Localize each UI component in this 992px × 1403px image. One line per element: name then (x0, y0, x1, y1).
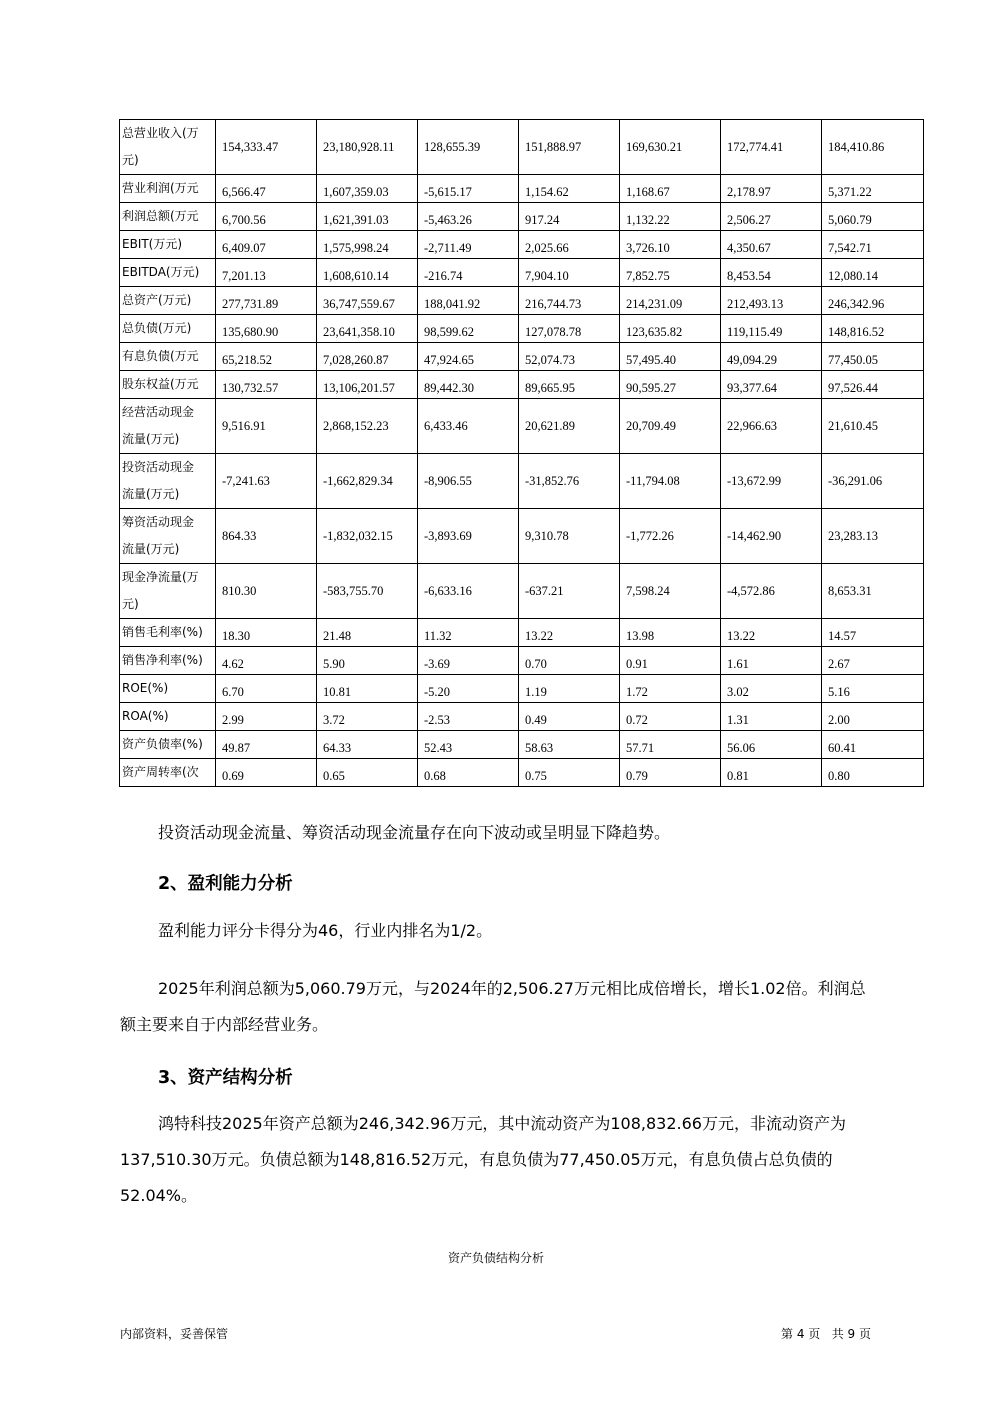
table-cell: 14.57 (822, 619, 924, 647)
table-cell: 23,180,928.11 (317, 120, 418, 175)
table-cell: 10.81 (317, 675, 418, 703)
table-cell: -5,463.26 (418, 203, 519, 231)
table-cell: 246,342.96 (822, 287, 924, 315)
table-cell: 6.70 (216, 675, 317, 703)
table-cell: 1,154.62 (519, 175, 620, 203)
table-row (120, 731, 924, 759)
table-row (120, 564, 924, 619)
table-row (120, 287, 924, 315)
row-label: 资产负债率(%) (120, 731, 216, 759)
table-cell: -14,462.90 (721, 509, 822, 564)
table-cell: 89,442.30 (418, 371, 519, 399)
table-cell: 52.43 (418, 731, 519, 759)
table-cell: 36,747,559.67 (317, 287, 418, 315)
table-cell: 0.75 (519, 759, 620, 787)
table-cell: -5.20 (418, 675, 519, 703)
table-cell: -5,615.17 (418, 175, 519, 203)
table-cell: 1,575,998.24 (317, 231, 418, 259)
table-cell: -637.21 (519, 564, 620, 619)
row-label: 资产周转率(次 (120, 759, 216, 787)
table-cell: 6,409.07 (216, 231, 317, 259)
table-cell: 58.63 (519, 731, 620, 759)
table-cell: 188,041.92 (418, 287, 519, 315)
table-cell: 21.48 (317, 619, 418, 647)
table-cell: 1.61 (721, 647, 822, 675)
row-label: 总负债(万元) (120, 315, 216, 343)
table-cell: 3.02 (721, 675, 822, 703)
table-cell: 7,028,260.87 (317, 343, 418, 371)
table-cell: 1,608,610.14 (317, 259, 418, 287)
table-cell: 2.99 (216, 703, 317, 731)
row-label: 销售净利率(%) (120, 647, 216, 675)
table-cell: 172,774.41 (721, 120, 822, 175)
table-cell: -1,662,829.34 (317, 454, 418, 509)
table-cell: 90,595.27 (620, 371, 721, 399)
table-row (120, 619, 924, 647)
table-cell: -13,672.99 (721, 454, 822, 509)
financial-data-table (119, 119, 924, 787)
row-label: 营业利润(万元 (120, 175, 216, 203)
row-label: 有息负债(万元 (120, 343, 216, 371)
row-label: EBITDA(万元) (120, 259, 216, 287)
table-cell: 0.70 (519, 647, 620, 675)
row-label: ROE(%) (120, 675, 216, 703)
row-label (120, 509, 216, 564)
table-cell: 184,410.86 (822, 120, 924, 175)
table-cell: 89,665.95 (519, 371, 620, 399)
table-cell: 98,599.62 (418, 315, 519, 343)
table-cell: 64.33 (317, 731, 418, 759)
table-cell: 2.00 (822, 703, 924, 731)
row-label: ROA(%) (120, 703, 216, 731)
table-cell: 0.65 (317, 759, 418, 787)
row-label (120, 454, 216, 509)
table-cell: 123,635.82 (620, 315, 721, 343)
table-cell: 0.69 (216, 759, 317, 787)
table-cell: 1,132.22 (620, 203, 721, 231)
table-row (120, 315, 924, 343)
table-cell: 2,506.27 (721, 203, 822, 231)
table-cell: -36,291.06 (822, 454, 924, 509)
table-cell: 6,566.47 (216, 175, 317, 203)
table-row (120, 120, 924, 175)
row-label: 销售毛利率(%) (120, 619, 216, 647)
table-cell: 810.30 (216, 564, 317, 619)
row-label-line: 筹资活动现金 (122, 515, 195, 529)
table-cell: 97,526.44 (822, 371, 924, 399)
table-cell: 864.33 (216, 509, 317, 564)
table-cell: 0.72 (620, 703, 721, 731)
table-cell: 49.87 (216, 731, 317, 759)
table-row (120, 759, 924, 787)
table-row (120, 175, 924, 203)
paragraph-profit-total: 2025年利润总额为5,060.79万元，与2024年的2,506.27万元相比成倍增长，增长1.02倍。利润总额主要来自于内部经营业务。 (120, 979, 866, 1034)
table-row (120, 703, 924, 731)
table-cell: 5,060.79 (822, 203, 924, 231)
table-row (120, 675, 924, 703)
table-cell: 7,201.13 (216, 259, 317, 287)
table-cell: 2,868,152.23 (317, 399, 418, 454)
table-cell: 0.49 (519, 703, 620, 731)
table-cell: 6,700.56 (216, 203, 317, 231)
table-cell: -4,572.86 (721, 564, 822, 619)
paragraph-cashflow-trend: 投资活动现金流量、筹资活动现金流量存在向下波动或呈明显下降趋势。 (158, 823, 671, 842)
table-cell: -583,755.70 (317, 564, 418, 619)
paragraph-profitability-score: 盈利能力评分卡得分为46，行业内排名为1/2。 (158, 921, 493, 940)
table-cell: 277,731.89 (216, 287, 317, 315)
table-cell: 0.79 (620, 759, 721, 787)
table-cell: 12,080.14 (822, 259, 924, 287)
table-cell: 212,493.13 (721, 287, 822, 315)
row-label: EBIT(万元) (120, 231, 216, 259)
table-cell: 7,852.75 (620, 259, 721, 287)
table-cell: -3,893.69 (418, 509, 519, 564)
table-cell: 57.71 (620, 731, 721, 759)
table-cell: 21,610.45 (822, 399, 924, 454)
table-row (120, 647, 924, 675)
row-label: 股东权益(万元 (120, 371, 216, 399)
footer-confidential-note: 内部资料，妥善保管 (120, 1327, 229, 1341)
table-cell: -11,794.08 (620, 454, 721, 509)
table-cell: 22,966.63 (721, 399, 822, 454)
table-cell: -31,852.76 (519, 454, 620, 509)
table-cell: 5.90 (317, 647, 418, 675)
table-cell: -1,832,032.15 (317, 509, 418, 564)
table-cell: 4.62 (216, 647, 317, 675)
table-cell: -2.53 (418, 703, 519, 731)
table-cell: 7,598.24 (620, 564, 721, 619)
table-cell: 13,106,201.57 (317, 371, 418, 399)
table-cell: -1,772.26 (620, 509, 721, 564)
paragraph-asset-structure: 鸿特科技2025年资产总额为246,342.96万元，其中流动资产为108,832.66万元，非流动资产为137,510.30万元。负债总额为148,816.52万元，有息负债为77,450.05万元，有息负债占总负债的52.04%。 (120, 1114, 846, 1205)
table-cell: 0.81 (721, 759, 822, 787)
table-cell: 6,433.46 (418, 399, 519, 454)
table-cell: -8,906.55 (418, 454, 519, 509)
table-cell: 127,078.78 (519, 315, 620, 343)
table-cell: 65,218.52 (216, 343, 317, 371)
table-cell: 23,641,358.10 (317, 315, 418, 343)
table-cell: -7,241.63 (216, 454, 317, 509)
table-cell: 9,310.78 (519, 509, 620, 564)
table-cell: 57,495.40 (620, 343, 721, 371)
table-cell: 130,732.57 (216, 371, 317, 399)
table-cell: 8,453.54 (721, 259, 822, 287)
table-cell: 5.16 (822, 675, 924, 703)
table-cell: -3.69 (418, 647, 519, 675)
row-label-line: 投资活动现金 (122, 460, 195, 474)
row-label-line: 现金净流量(万 (122, 570, 199, 584)
row-label-line: 总营业收入(万 (122, 126, 199, 140)
table-cell: 216,744.73 (519, 287, 620, 315)
table-cell: 18.30 (216, 619, 317, 647)
table-row (120, 399, 924, 454)
row-label: 利润总额(万元 (120, 203, 216, 231)
table-cell: 23,283.13 (822, 509, 924, 564)
table-cell: 2,178.97 (721, 175, 822, 203)
table-cell: 5,371.22 (822, 175, 924, 203)
row-label (120, 564, 216, 619)
table-cell: 0.68 (418, 759, 519, 787)
table-cell: 1.19 (519, 675, 620, 703)
row-label-line: 流量(万元) (122, 542, 180, 556)
table-cell: 1,621,391.03 (317, 203, 418, 231)
table-cell: 60.41 (822, 731, 924, 759)
row-label-line: 元) (122, 597, 139, 611)
section-heading-profitability: 2、盈利能力分析 (158, 874, 293, 894)
table-cell: 56.06 (721, 731, 822, 759)
table-cell: 1.31 (721, 703, 822, 731)
table-row (120, 343, 924, 371)
row-label-line: 流量(万元) (122, 432, 180, 446)
row-label: 总资产(万元) (120, 287, 216, 315)
table-cell: 20,621.89 (519, 399, 620, 454)
table-cell: 169,630.21 (620, 120, 721, 175)
table-cell: 11.32 (418, 619, 519, 647)
table-cell: 0.91 (620, 647, 721, 675)
table-cell: 9,516.91 (216, 399, 317, 454)
row-label-line: 流量(万元) (122, 487, 180, 501)
table-cell: 917.24 (519, 203, 620, 231)
table-cell: 214,231.09 (620, 287, 721, 315)
row-label-line: 元) (122, 153, 139, 167)
table-cell: 119,115.49 (721, 315, 822, 343)
footer-page-number: 第 4 页 共 9 页 (781, 1327, 871, 1341)
table-cell: 47,924.65 (418, 343, 519, 371)
figure-caption: 资产负债结构分析 (447, 1251, 544, 1265)
table-row (120, 454, 924, 509)
row-label-line: 经营活动现金 (122, 405, 195, 419)
row-label (120, 399, 216, 454)
table-cell: 151,888.97 (519, 120, 620, 175)
table-cell: -2,711.49 (418, 231, 519, 259)
table-cell: 7,542.71 (822, 231, 924, 259)
table-cell: 0.80 (822, 759, 924, 787)
table-cell: 13.22 (519, 619, 620, 647)
table-cell: 77,450.05 (822, 343, 924, 371)
table-cell: 13.22 (721, 619, 822, 647)
table-cell: 8,653.31 (822, 564, 924, 619)
table-row (120, 371, 924, 399)
table-cell: 128,655.39 (418, 120, 519, 175)
table-cell: 93,377.64 (721, 371, 822, 399)
table-row (120, 259, 924, 287)
table-cell: 1,168.67 (620, 175, 721, 203)
table-row (120, 509, 924, 564)
table-cell: 148,816.52 (822, 315, 924, 343)
table-cell: 20,709.49 (620, 399, 721, 454)
table-cell: 52,074.73 (519, 343, 620, 371)
table-cell: -6,633.16 (418, 564, 519, 619)
table-cell: 1.72 (620, 675, 721, 703)
table-row (120, 231, 924, 259)
table-cell: 2,025.66 (519, 231, 620, 259)
table-cell: 154,333.47 (216, 120, 317, 175)
table-cell: 4,350.67 (721, 231, 822, 259)
table-cell: 13.98 (620, 619, 721, 647)
table-cell: 2.67 (822, 647, 924, 675)
table-cell: 3.72 (317, 703, 418, 731)
table-cell: -216.74 (418, 259, 519, 287)
table-cell: 7,904.10 (519, 259, 620, 287)
table-row (120, 203, 924, 231)
section-heading-asset-structure: 3、资产结构分析 (158, 1068, 293, 1088)
table-cell: 3,726.10 (620, 231, 721, 259)
table-cell: 1,607,359.03 (317, 175, 418, 203)
row-label (120, 120, 216, 175)
table-cell: 49,094.29 (721, 343, 822, 371)
table-cell: 135,680.90 (216, 315, 317, 343)
